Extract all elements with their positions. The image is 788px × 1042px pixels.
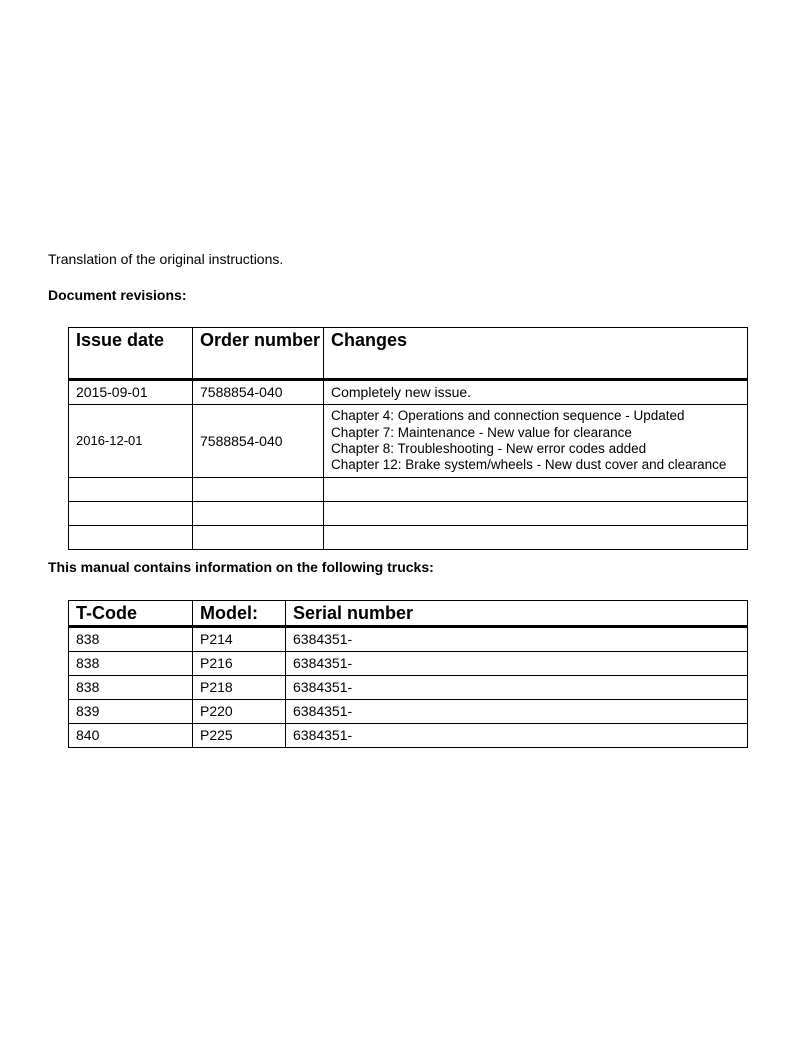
change-item: Chapter 8: Troubleshooting - New error codes added bbox=[331, 441, 647, 456]
revisions-table bbox=[68, 327, 748, 550]
empty-cell bbox=[193, 526, 324, 550]
model-cell: P218 bbox=[193, 676, 286, 700]
model-cell: P220 bbox=[193, 700, 286, 724]
issue-date-cell: 2015-09-01 bbox=[69, 380, 193, 405]
empty-cell bbox=[324, 478, 748, 502]
issue-date-cell: 2016-12-01 bbox=[69, 405, 193, 478]
serial-cell: 6384351- bbox=[286, 676, 748, 700]
serial-cell: 6384351- bbox=[286, 652, 748, 676]
order-number-cell: 7588854-040 bbox=[193, 380, 324, 405]
serial-cell: 6384351- bbox=[286, 724, 748, 748]
empty-row bbox=[69, 478, 748, 502]
empty-cell bbox=[69, 478, 193, 502]
issue-date-header: Issue date bbox=[69, 328, 193, 380]
tcode-cell: 838 bbox=[69, 627, 193, 652]
trucks-table bbox=[68, 600, 748, 748]
change-item: Chapter 7: Maintenance - New value for clearance bbox=[331, 424, 632, 440]
revision-row bbox=[69, 380, 748, 405]
model-cell: P225 bbox=[193, 724, 286, 748]
change-item: Chapter 4: Operations and connection sequence - Updated bbox=[331, 408, 685, 424]
tcode-header: T-Code bbox=[69, 601, 193, 627]
truck-row bbox=[69, 724, 748, 748]
empty-cell bbox=[69, 502, 193, 526]
empty-cell bbox=[324, 526, 748, 550]
change-item: Chapter 12: Brake system/wheels - New dust cover and clearance bbox=[331, 457, 727, 473]
truck-row bbox=[69, 676, 748, 700]
empty-cell bbox=[193, 502, 324, 526]
order-number-header: Order number bbox=[193, 328, 324, 380]
empty-cell bbox=[69, 526, 193, 550]
serial-cell: 6384351- bbox=[286, 700, 748, 724]
empty-row bbox=[69, 526, 748, 550]
serial-cell: 6384351- bbox=[286, 627, 748, 652]
tcode-cell: 838 bbox=[69, 652, 193, 676]
order-number-cell: 7588854-040 bbox=[193, 405, 324, 478]
revisions-heading: Document revisions: bbox=[48, 287, 187, 303]
model-header: Model: bbox=[193, 601, 286, 627]
tcode-cell: 840 bbox=[69, 724, 193, 748]
changes-header: Changes bbox=[324, 328, 748, 380]
intro-text: Translation of the original instructions. bbox=[48, 251, 284, 267]
trucks-header-row bbox=[69, 601, 748, 627]
trucks-heading: This manual contains information on the following trucks: bbox=[48, 559, 434, 575]
model-cell: P214 bbox=[193, 627, 286, 652]
changes-cell bbox=[324, 405, 748, 478]
truck-row bbox=[69, 700, 748, 724]
revisions-header-row bbox=[69, 328, 748, 380]
model-cell: P216 bbox=[193, 652, 286, 676]
truck-row bbox=[69, 627, 748, 652]
truck-row bbox=[69, 652, 748, 676]
empty-cell bbox=[193, 478, 324, 502]
tcode-cell: 838 bbox=[69, 676, 193, 700]
tcode-cell: 839 bbox=[69, 700, 193, 724]
changes-cell: Completely new issue. bbox=[324, 380, 748, 405]
revision-row bbox=[69, 405, 748, 478]
empty-cell bbox=[324, 502, 748, 526]
empty-row bbox=[69, 502, 748, 526]
serial-header: Serial number bbox=[286, 601, 748, 627]
